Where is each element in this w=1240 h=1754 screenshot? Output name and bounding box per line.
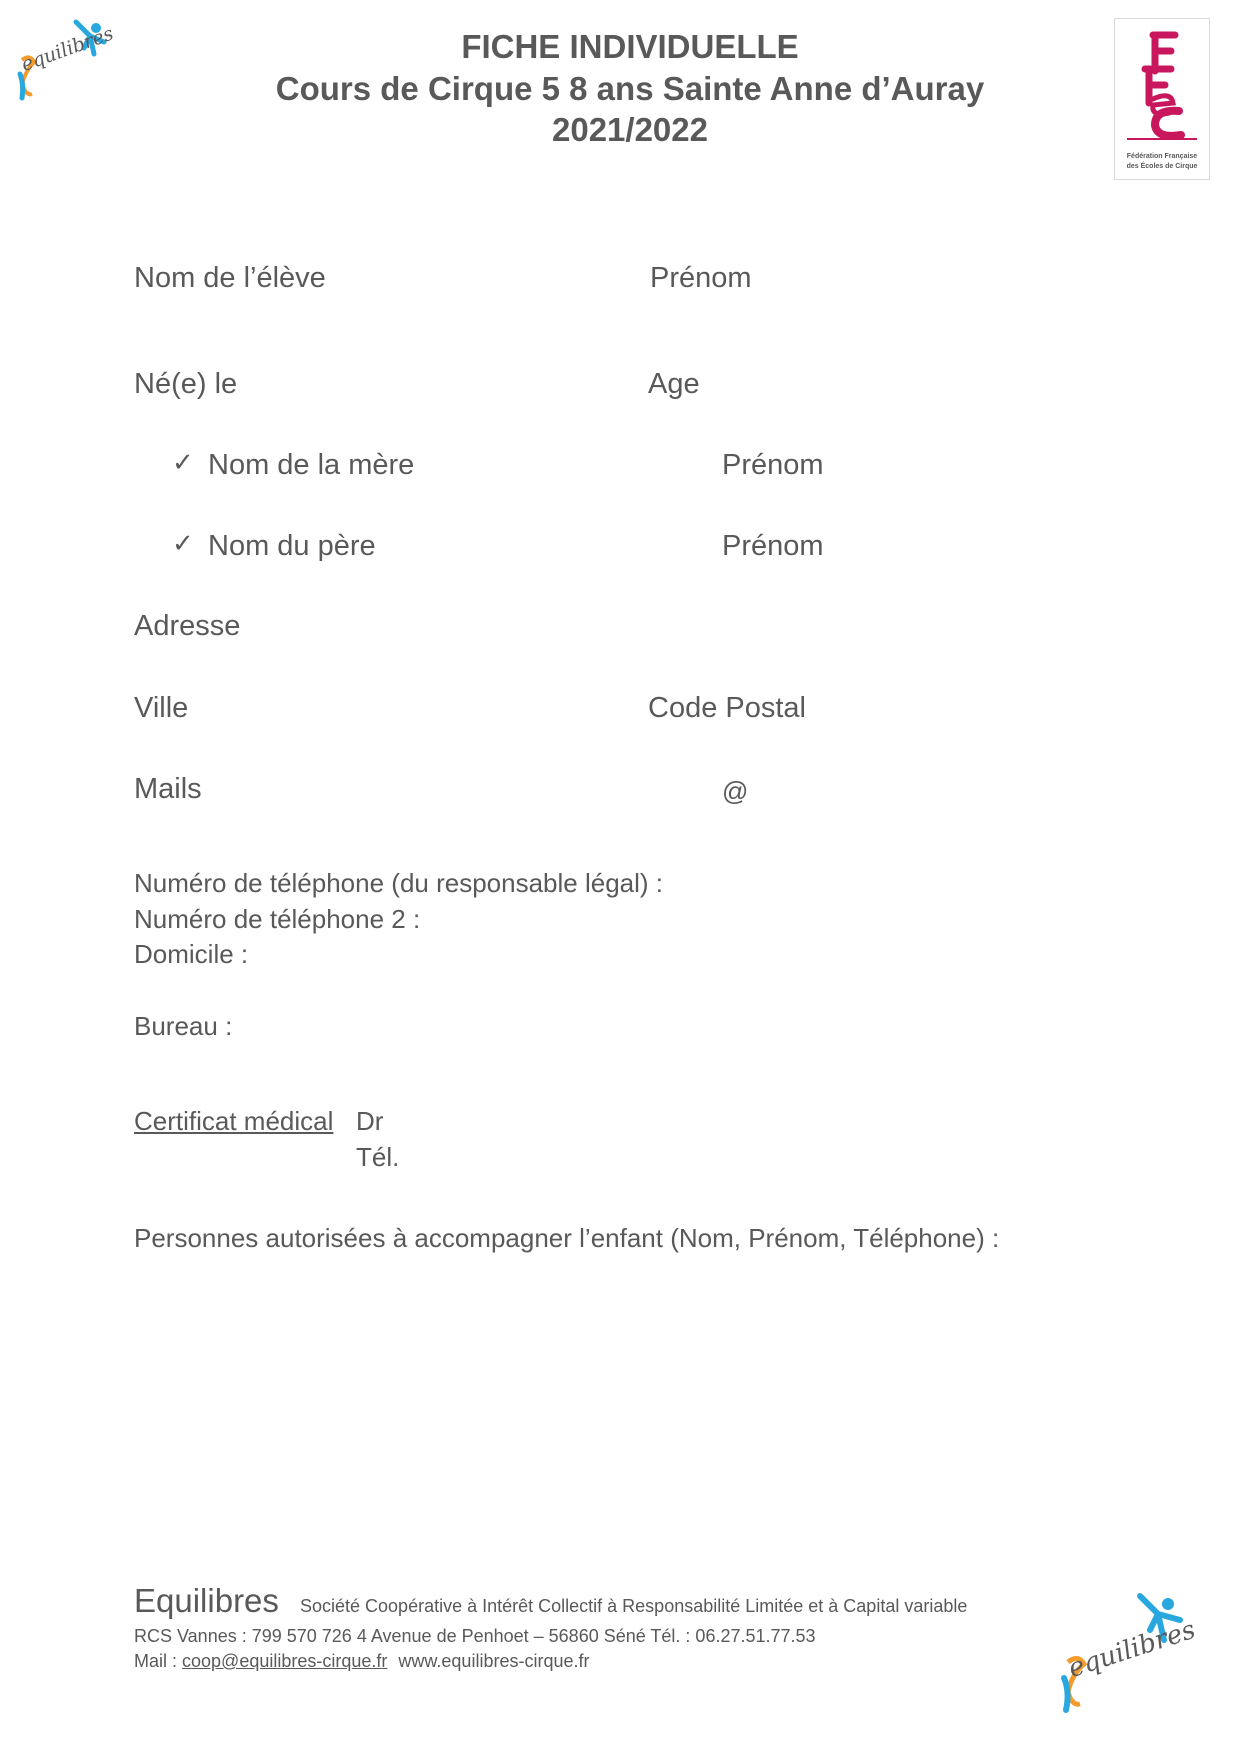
- page-season: 2021/2022: [552, 111, 708, 148]
- check-icon: ✓: [172, 447, 194, 477]
- at-symbol: @: [722, 776, 749, 806]
- equilibres-logo-top: [14, 14, 117, 104]
- prenom-pere-label: Prénom: [722, 530, 824, 562]
- page-title: FICHE INDIVIDUELLE: [461, 28, 799, 65]
- personnes-autorisees-label: Personnes autorisées à accompagner l’enfant (Nom, Prénom, Téléphone) :: [134, 1223, 1000, 1253]
- date-naissance-label: Né(e) le: [134, 368, 238, 400]
- docteur-label: Dr: [356, 1106, 384, 1136]
- age-label: Age: [648, 368, 700, 400]
- tel-2-label: Numéro de téléphone 2 :: [134, 904, 421, 934]
- ffec-caption-1: Fédération Française: [1126, 153, 1198, 160]
- adresse-label: Adresse: [134, 610, 241, 642]
- footer-contact: [134, 1651, 589, 1672]
- footer-tagline: Société Coopérative à Intérêt Collectif à Responsabilité Limitée et à Capital variable: [300, 1596, 968, 1616]
- domicile-label: Domicile :: [134, 939, 249, 969]
- check-icon: ✓: [172, 528, 194, 558]
- nom-eleve-label: Nom de l’élève: [134, 262, 326, 294]
- ffec-caption-2: des Écoles de Cirque: [1126, 163, 1198, 170]
- tel-legal-label: Numéro de téléphone (du responsable légal) :: [134, 868, 664, 898]
- prenom-eleve-label: Prénom: [650, 262, 752, 294]
- footer-mail-label: Mail :: [134, 1651, 183, 1671]
- equilibres-logo-bottom-text: equilibres: [1064, 1614, 1200, 1684]
- docteur-tel-label: Tél.: [356, 1142, 400, 1172]
- ville-label: Ville: [134, 692, 189, 724]
- footer-brand: Equilibres: [134, 1582, 279, 1619]
- footer-mail-link[interactable]: coop@equilibres-cirque.fr: [182, 1651, 388, 1671]
- nom-pere-label: Nom du père: [208, 530, 376, 562]
- nom-mere-label: Nom de la mère: [208, 449, 415, 481]
- ffec-letters-icon: [1115, 25, 1209, 145]
- page-subtitle: Cours de Cirque 5 8 ans Sainte Anne d’Auray: [275, 70, 985, 107]
- bureau-label: Bureau :: [134, 1011, 233, 1041]
- prenom-mere-label: Prénom: [722, 449, 824, 481]
- equilibres-logo-top-text: equilibres: [18, 22, 117, 76]
- ffec-logo: [1114, 18, 1210, 180]
- footer-rcs: RCS Vannes : 799 570 726 4 Avenue de Penhoet – 56860 Séné Tél. : 06.27.51.77.53: [134, 1626, 816, 1646]
- code-postal-label: Code Postal: [648, 692, 806, 724]
- certificat-medical-label: Certificat médical: [134, 1106, 334, 1136]
- equilibres-logo-bottom: [1056, 1588, 1200, 1718]
- footer-website[interactable]: www.equilibres-cirque.fr: [398, 1651, 590, 1671]
- mails-label: Mails: [134, 773, 202, 805]
